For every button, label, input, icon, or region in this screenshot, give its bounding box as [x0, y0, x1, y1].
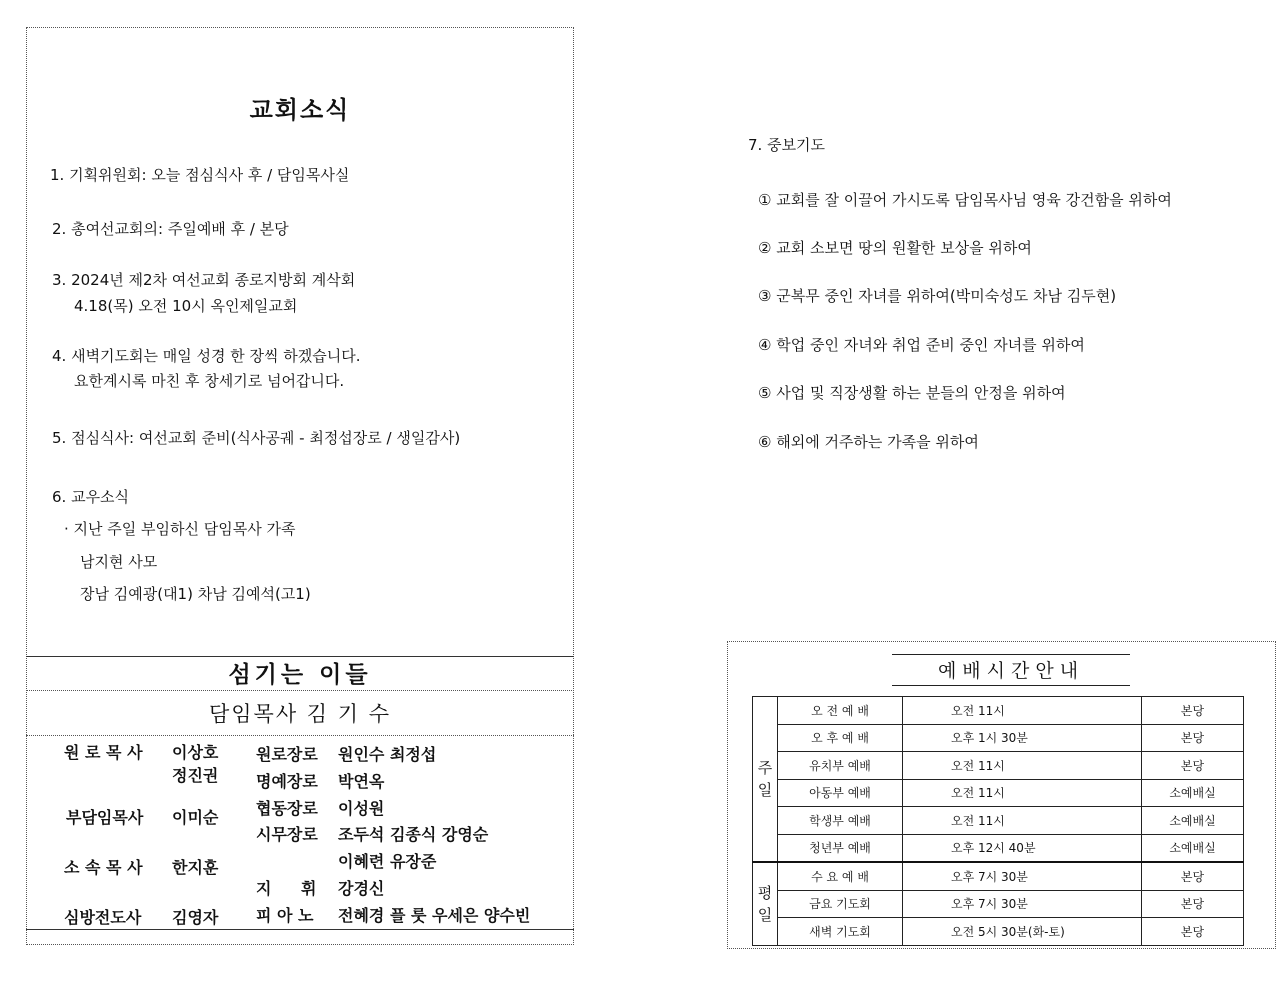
- staff-name: 이상호: [172, 743, 219, 762]
- staff-role: 부담임목사: [66, 808, 144, 827]
- elder-names: 원인수 최정섭: [338, 745, 437, 764]
- service-name: 오 전 예 배: [778, 697, 903, 725]
- service-place: 소예배실: [1142, 834, 1244, 862]
- service-time: 오전 5시 30분(화-토): [903, 918, 1142, 946]
- group-label-sunday: 주 일: [753, 697, 778, 863]
- service-name: 아동부 예배: [778, 779, 903, 807]
- worship-schedule-title: 예배시간안내: [892, 654, 1130, 686]
- elder-role: 원로장로: [256, 745, 318, 764]
- staff-name: 김영자: [172, 908, 219, 927]
- service-place: 본당: [1142, 697, 1244, 725]
- news-item-3: 3. 2024년 제2차 여선교회 종로지방회 계삭회: [52, 271, 356, 289]
- staff-role: 소 속 목 사: [64, 858, 143, 877]
- conductor-role: 지 휘: [256, 879, 329, 898]
- service-name: 오 후 예 배: [778, 724, 903, 752]
- divider: [26, 690, 574, 691]
- worship-schedule-table: [752, 696, 1244, 946]
- news-item-6-line-1: · 지난 주일 부임하신 담임목사 가족: [64, 520, 296, 538]
- divider: [26, 929, 574, 930]
- service-name: 학생부 예배: [778, 807, 903, 835]
- elder-names: 이성원: [338, 799, 385, 818]
- service-time: 오후 12시 40분: [903, 834, 1142, 862]
- staff-role: 원 로 목 사: [64, 743, 143, 762]
- elder-role: 명예장로: [256, 772, 318, 791]
- elder-role: 시무장로: [256, 825, 318, 844]
- senior-pastor: 담임목사 김 기 수: [208, 702, 392, 726]
- servers-title: 섬기는 이들: [228, 662, 372, 688]
- elder-names: 이혜련 유장준: [338, 852, 437, 871]
- service-name: 수 요 예 배: [778, 862, 903, 890]
- elder-names: 박연옥: [338, 772, 385, 791]
- prayer-item-2: ② 교회 소보면 땅의 원활한 보상을 위하여: [758, 239, 1032, 257]
- intercession-title: 7. 중보기도: [748, 136, 826, 154]
- table-row: [753, 862, 1244, 890]
- service-place: 본당: [1142, 752, 1244, 780]
- pianist-role: 피 아 노: [256, 906, 314, 925]
- news-item-4-detail: 요한계시록 마친 후 창세기로 넘어갑니다.: [74, 372, 345, 390]
- news-item-1: 1. 기획위원회: 오늘 점심식사 후 / 담임목사실: [50, 166, 350, 184]
- staff-name: 한지훈: [172, 858, 219, 877]
- service-time: 오전 11시: [903, 807, 1142, 835]
- staff-role: 심방전도사: [64, 908, 142, 927]
- table-row: [753, 779, 1244, 807]
- service-time: 오후 7시 30분: [903, 890, 1142, 918]
- group-label-weekday: 평 일: [753, 862, 778, 945]
- prayer-item-1: ① 교회를 잘 이끌어 가시도록 담임목사님 영육 강건함을 위하여: [758, 191, 1172, 209]
- service-name: 새벽 기도회: [778, 918, 903, 946]
- conductor-name: 강경신: [338, 879, 385, 898]
- table-row: [753, 724, 1244, 752]
- prayer-item-6: ⑥ 해외에 거주하는 가족을 위하여: [758, 433, 979, 451]
- staff-name: 정진권: [172, 766, 219, 785]
- service-name: 청년부 예배: [778, 834, 903, 862]
- news-item-2: 2. 총여선교회의: 주일예배 후 / 본당: [52, 220, 289, 238]
- news-item-6: 6. 교우소식: [52, 488, 130, 506]
- elder-role: 협동장로: [256, 799, 318, 818]
- prayer-item-5: ⑤ 사업 및 직장생활 하는 분들의 안정을 위하여: [758, 384, 1066, 402]
- service-place: 본당: [1142, 724, 1244, 752]
- divider: [26, 735, 574, 736]
- news-item-4: 4. 새벽기도회는 매일 성경 한 장씩 하겠습니다.: [52, 347, 361, 365]
- church-news-title: 교회소식: [249, 96, 351, 124]
- news-item-6-line-3: 장남 김예광(대1) 차남 김예석(고1): [80, 585, 311, 603]
- service-time: 오후 7시 30분: [903, 862, 1142, 890]
- table-row: [753, 834, 1244, 862]
- service-time: 오전 11시: [903, 779, 1142, 807]
- service-time: 오전 11시: [903, 752, 1142, 780]
- service-name: 유치부 예배: [778, 752, 903, 780]
- table-row: [753, 890, 1244, 918]
- table-row: [753, 752, 1244, 780]
- service-time: 오전 11시: [903, 697, 1142, 725]
- prayer-item-4: ④ 학업 중인 자녀와 취업 준비 중인 자녀를 위하여: [758, 336, 1085, 354]
- table-row: [753, 697, 1244, 725]
- service-place: 본당: [1142, 890, 1244, 918]
- staff-name: 이미순: [172, 808, 219, 827]
- prayer-item-3: ③ 군복무 중인 자녀를 위하여(박미숙성도 차남 김두현): [758, 287, 1117, 305]
- service-name: 금요 기도회: [778, 890, 903, 918]
- pianist-names: 전혜경 플 룻 우세은 양수빈: [338, 906, 531, 925]
- service-place: 소예배실: [1142, 779, 1244, 807]
- elder-names: 조두석 김종식 강영순: [338, 825, 489, 844]
- service-place: 소예배실: [1142, 807, 1244, 835]
- news-item-5: 5. 점심식사: 여선교회 준비(식사공궤 - 최정섭장로 / 생일감사): [52, 429, 461, 447]
- news-item-3-detail: 4.18(목) 오전 10시 옥인제일교회: [74, 297, 298, 315]
- service-time: 오후 1시 30분: [903, 724, 1142, 752]
- service-place: 본당: [1142, 862, 1244, 890]
- table-row: [753, 807, 1244, 835]
- service-place: 본당: [1142, 918, 1244, 946]
- news-item-6-line-2: 남지현 사모: [80, 553, 158, 571]
- table-row: [753, 918, 1244, 946]
